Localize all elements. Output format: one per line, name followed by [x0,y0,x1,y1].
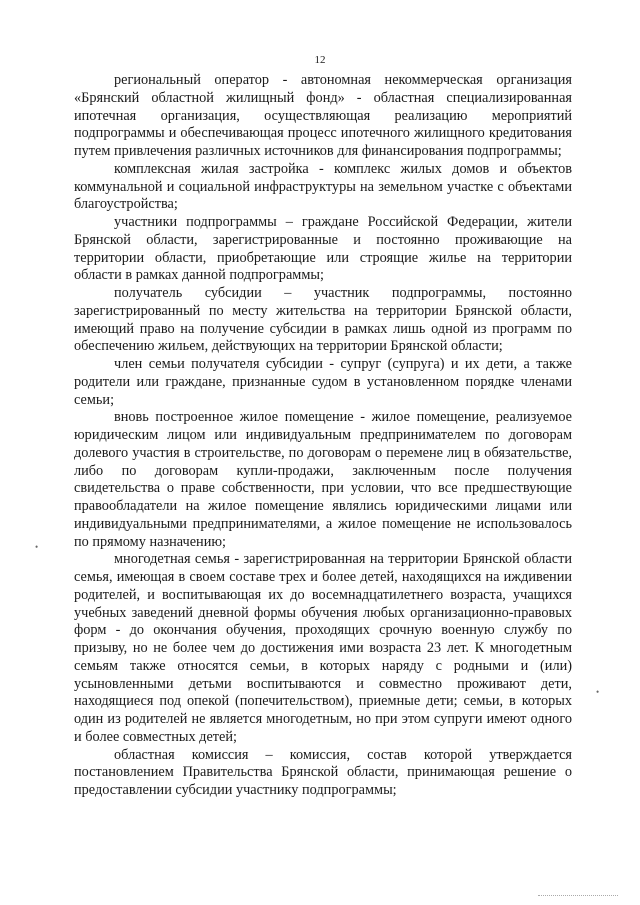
paragraph-large-family: многодетная семья - зарегистрированная на территории Брянской области семья, имеющая в своем составе трех и более детей, находящихся на иждивении родителей, и воспитывающая их до восемнадцатилетнего возраста, учащихся учебных заведений дневной формы обучения любых организационно-правовых форм - до окончания обучения, проходящих срочную военную службу по призыву, но не более чем до достижения ими возраста 23 лет. К многодетным семьям также относятся семьи, в которых наряду с родными и (или) усыновленными детьми воспитываются и совместно проживают дети, находящиеся под опекой (попечительством), приемные дети; семьи, в которых один из родителей не является многодетным, но при этом супруги имеют одного и более совместных детей; [74,551,572,745]
document-body [74,72,572,800]
paragraph-program-participants: участники подпрограммы – граждане Российской Федерации, жители Брянской области, зарегистрированные и постоянно проживающие на территории области, приобретающие или строящие жилье на территории области в рамках данной подпрограммы; [74,214,572,284]
paragraph-regional-commission: областная комиссия – комиссия, состав которой утверждается постановлением Правительства Брянской области, принимающая решение о предоставлении субсидии участнику подпрограммы; [74,746,572,798]
scan-speck-right: • [596,687,600,697]
paragraph-complex-development: комплексная жилая застройка - комплекс жилых домов и объектов коммунальной и социальной инфраструктуры на земельном участке с объектами благоустройства; [74,160,572,213]
page-number: 12 [314,54,326,66]
paragraph-subsidy-recipient: получатель субсидии – участник подпрограммы, постоянно зарегистрированный по месту жительства на территории Брянской области, имеющий право на получение субсидии в рамках лишь одной из программ по обеспечению жильем, действующих на территории Брянской области; [74,285,572,355]
paragraph-regional-operator: региональный оператор - автономная некоммерческая организация «Брянский областной жилищный фонд» - областная специализированная ипотечная организация, осуществляющая реализацию мероприятий подпрограммы и обеспечивающая процесс ипотечного жилищного кредитования путем привлечения различных источников для финансирования подпрограммы; [74,72,572,159]
scan-speck-left: • [35,542,39,552]
paragraph-family-member: член семьи получателя субсидии - супруг (супруга) и их дети, а также родители или граждане, признанные судом в установленном порядке членами семьи; [74,356,572,408]
paragraph-new-housing: вновь построенное жилое помещение - жилое помещение, реализуемое юридическим лицом или индивидуальным предпринимателем по договорам долевого участия в строительстве, по договорам о перемене лиц в обязательстве, либо по договорам купли-продажи, заключенным после получения свидетельства о праве собственности, при условии, что все предшествующие правообладатели на жилое помещение являлись юридическими лицами или индивидуальными предпринимателями, а жилое помещение не использовалось по прямому назначению; [74,409,572,550]
scan-artifact-line [538,895,618,897]
